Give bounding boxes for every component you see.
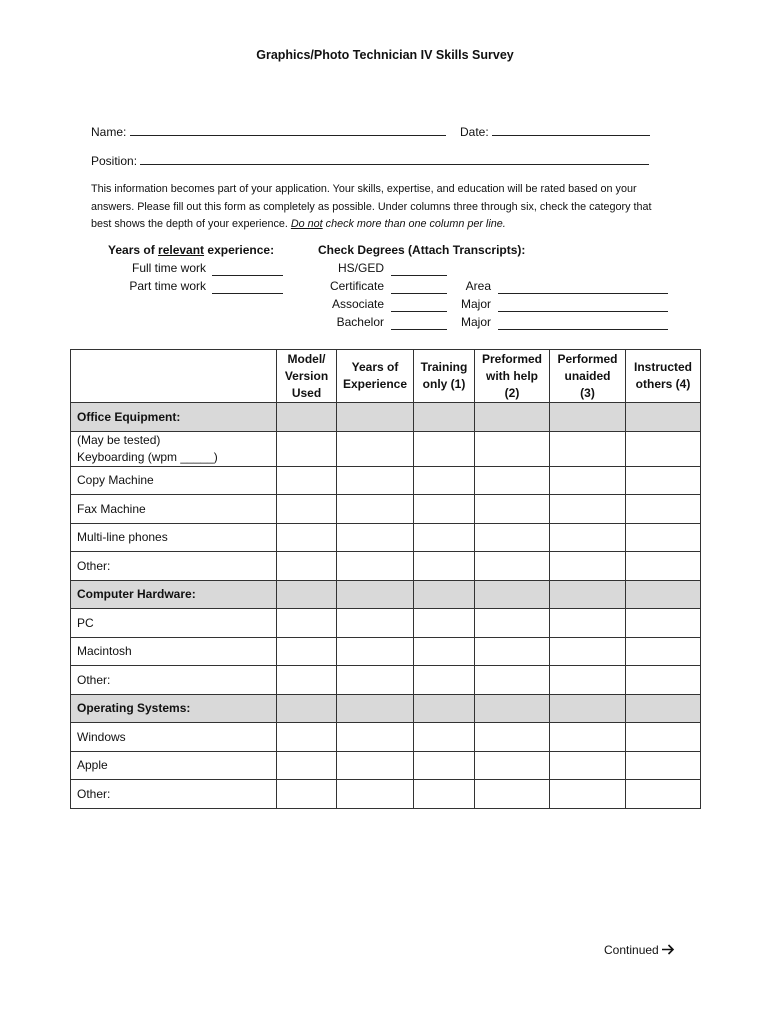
answer-cell[interactable] [337, 552, 414, 581]
instructions-text-end: check more than one column per line. [322, 218, 506, 230]
answer-cell [414, 403, 475, 432]
answer-cell[interactable] [414, 495, 475, 524]
table-row [71, 751, 701, 780]
answer-cell[interactable] [414, 780, 475, 809]
instructions-text: This information becomes part of your application. Your skills, expertise, and education will be rated based on your answers. Please fill out this form as completely as possible. Under columns three through six, check the category that best shows the depth of your experience. [91, 183, 652, 230]
answer-cell[interactable] [475, 780, 550, 809]
answer-cell[interactable] [475, 751, 550, 780]
answer-cell[interactable] [475, 637, 550, 666]
experience-heading [108, 243, 274, 257]
table-header-row [71, 350, 701, 403]
skill-label: (May be tested) Keyboarding (wpm _____) [71, 431, 277, 466]
answer-cell[interactable] [337, 609, 414, 638]
experience-heading-relevant: relevant [158, 243, 205, 257]
answer-cell[interactable] [337, 495, 414, 524]
answer-cell[interactable] [414, 466, 475, 495]
name-input-line[interactable] [130, 124, 446, 136]
answer-cell[interactable] [475, 723, 550, 752]
answer-cell[interactable] [277, 431, 337, 466]
do-not-emphasis: Do not [290, 218, 323, 230]
answer-cell[interactable] [277, 723, 337, 752]
category-label: Computer Hardware: [71, 580, 277, 609]
skill-label: PC [71, 609, 277, 638]
answer-cell[interactable] [277, 751, 337, 780]
answer-cell[interactable] [475, 466, 550, 495]
table-header-col-4: Preformed with help (2) [475, 350, 550, 403]
answer-cell[interactable] [277, 609, 337, 638]
answer-cell[interactable] [414, 637, 475, 666]
table-row [71, 466, 701, 495]
answer-cell[interactable] [550, 723, 626, 752]
answer-cell [550, 694, 626, 723]
answer-cell [414, 694, 475, 723]
table-category-row [71, 403, 701, 432]
major-label-2: Major [460, 315, 491, 329]
answer-cell[interactable] [475, 609, 550, 638]
answer-cell[interactable] [550, 552, 626, 581]
answer-cell [475, 403, 550, 432]
answer-cell[interactable] [626, 751, 701, 780]
answer-cell[interactable] [277, 552, 337, 581]
answer-cell[interactable] [550, 523, 626, 552]
table-row [71, 495, 701, 524]
answer-cell [277, 694, 337, 723]
area-label: Area [465, 279, 491, 293]
skill-label: Fax Machine [71, 495, 277, 524]
skill-label: Copy Machine [71, 466, 277, 495]
full-time-label: Full time work [131, 261, 206, 275]
name-label: Name: [91, 125, 127, 139]
table-row [71, 637, 701, 666]
table-header-skill [71, 350, 277, 403]
answer-cell[interactable] [475, 552, 550, 581]
table-header-col-6: Instructed others (4) [626, 350, 701, 403]
degree-certificate-check-line[interactable] [391, 293, 447, 294]
part-time-label: Part time work [129, 279, 206, 293]
experience-heading-pre: Years of [108, 243, 159, 257]
table-row [71, 609, 701, 638]
answer-cell[interactable] [414, 609, 475, 638]
page-title: Graphics/Photo Technician IV Skills Survey [256, 48, 514, 62]
degree-hs-label: HS/GED [337, 261, 384, 275]
answer-cell[interactable] [337, 466, 414, 495]
table-header-col-3: Training only (1) [414, 350, 475, 403]
answer-cell[interactable] [414, 723, 475, 752]
area-input-line[interactable] [498, 293, 668, 294]
answer-cell[interactable] [277, 495, 337, 524]
answer-cell[interactable] [414, 431, 475, 466]
answer-cell [337, 580, 414, 609]
answer-cell[interactable] [277, 523, 337, 552]
skill-label: Windows [71, 723, 277, 752]
answer-cell [277, 580, 337, 609]
answer-cell [550, 580, 626, 609]
answer-cell[interactable] [277, 666, 337, 695]
answer-cell [626, 694, 701, 723]
answer-cell[interactable] [414, 751, 475, 780]
table-row [71, 552, 701, 581]
degree-associate-check-line[interactable] [391, 311, 447, 312]
degree-bachelor-check-line[interactable] [391, 329, 447, 330]
major-input-line-2[interactable] [498, 329, 668, 330]
answer-cell[interactable] [550, 637, 626, 666]
major-label-1: Major [460, 297, 491, 311]
answer-cell[interactable] [626, 609, 701, 638]
table-header-col-1: Model/ Version Used [277, 350, 337, 403]
table-category-row [71, 580, 701, 609]
name-field-row [91, 124, 446, 139]
answer-cell[interactable] [626, 495, 701, 524]
answer-cell[interactable] [550, 609, 626, 638]
table-row [71, 431, 701, 466]
answer-cell [475, 580, 550, 609]
degree-associate-label: Associate [331, 297, 384, 311]
table-header-col-2: Years of Experience [337, 350, 414, 403]
degree-certificate-label: Certificate [329, 279, 384, 293]
answer-cell [626, 403, 701, 432]
answer-cell [277, 403, 337, 432]
table-header-col-5: Performed unaided (3) [550, 350, 626, 403]
answer-cell[interactable] [337, 751, 414, 780]
position-field-row [91, 153, 649, 168]
answer-cell[interactable] [626, 666, 701, 695]
skill-label: Other: [71, 552, 277, 581]
answer-cell[interactable] [626, 523, 701, 552]
continued-label: Continued [604, 943, 659, 957]
answer-cell[interactable] [550, 431, 626, 466]
answer-cell[interactable] [626, 466, 701, 495]
answer-cell[interactable] [550, 751, 626, 780]
answer-cell [337, 403, 414, 432]
answer-cell [475, 694, 550, 723]
category-label: Operating Systems: [71, 694, 277, 723]
answer-cell[interactable] [337, 431, 414, 466]
continued-indicator [604, 943, 675, 958]
answer-cell[interactable] [337, 523, 414, 552]
experience-heading-post: experience: [204, 243, 275, 257]
answer-cell [626, 580, 701, 609]
answer-cell[interactable] [337, 637, 414, 666]
answer-cell[interactable] [475, 666, 550, 695]
degrees-heading: Check Degrees (Attach Transcripts): [318, 243, 526, 257]
date-field-row [460, 124, 650, 139]
answer-cell[interactable] [626, 552, 701, 581]
degree-bachelor-label: Bachelor [336, 315, 384, 329]
answer-cell[interactable] [277, 780, 337, 809]
answer-cell[interactable] [337, 723, 414, 752]
table-row [71, 666, 701, 695]
answer-cell[interactable] [550, 466, 626, 495]
major-input-line-1[interactable] [498, 311, 668, 312]
answer-cell[interactable] [550, 666, 626, 695]
date-input-line[interactable] [492, 124, 650, 136]
skill-label: Macintosh [71, 637, 277, 666]
answer-cell[interactable] [626, 723, 701, 752]
table-row [71, 780, 701, 809]
answer-cell [337, 694, 414, 723]
answer-cell[interactable] [414, 523, 475, 552]
answer-cell[interactable] [475, 523, 550, 552]
skill-label: Other: [71, 666, 277, 695]
table-category-row [71, 694, 701, 723]
instructions-paragraph [91, 181, 661, 234]
full-time-input-line[interactable] [212, 275, 283, 276]
answer-cell[interactable] [475, 495, 550, 524]
answer-cell[interactable] [414, 666, 475, 695]
answer-cell[interactable] [337, 666, 414, 695]
table-body [71, 403, 701, 809]
answer-cell[interactable] [626, 431, 701, 466]
answer-cell [414, 580, 475, 609]
position-label: Position: [91, 154, 138, 168]
skills-table [70, 349, 701, 809]
answer-cell[interactable] [550, 780, 626, 809]
position-input-line[interactable] [140, 153, 649, 165]
answer-cell[interactable] [550, 495, 626, 524]
part-time-input-line[interactable] [212, 293, 283, 294]
answer-cell[interactable] [414, 552, 475, 581]
answer-cell[interactable] [626, 780, 701, 809]
table-row [71, 723, 701, 752]
degree-hs-check-line[interactable] [391, 275, 447, 276]
answer-cell[interactable] [475, 431, 550, 466]
right-arrow-icon [662, 944, 675, 958]
answer-cell[interactable] [277, 637, 337, 666]
table-row [71, 523, 701, 552]
category-label: Office Equipment: [71, 403, 277, 432]
answer-cell[interactable] [337, 780, 414, 809]
skill-label: Apple [71, 751, 277, 780]
skill-label: Other: [71, 780, 277, 809]
answer-cell [550, 403, 626, 432]
answer-cell[interactable] [626, 637, 701, 666]
skill-label: Multi-line phones [71, 523, 277, 552]
answer-cell[interactable] [277, 466, 337, 495]
date-label: Date: [460, 125, 489, 139]
